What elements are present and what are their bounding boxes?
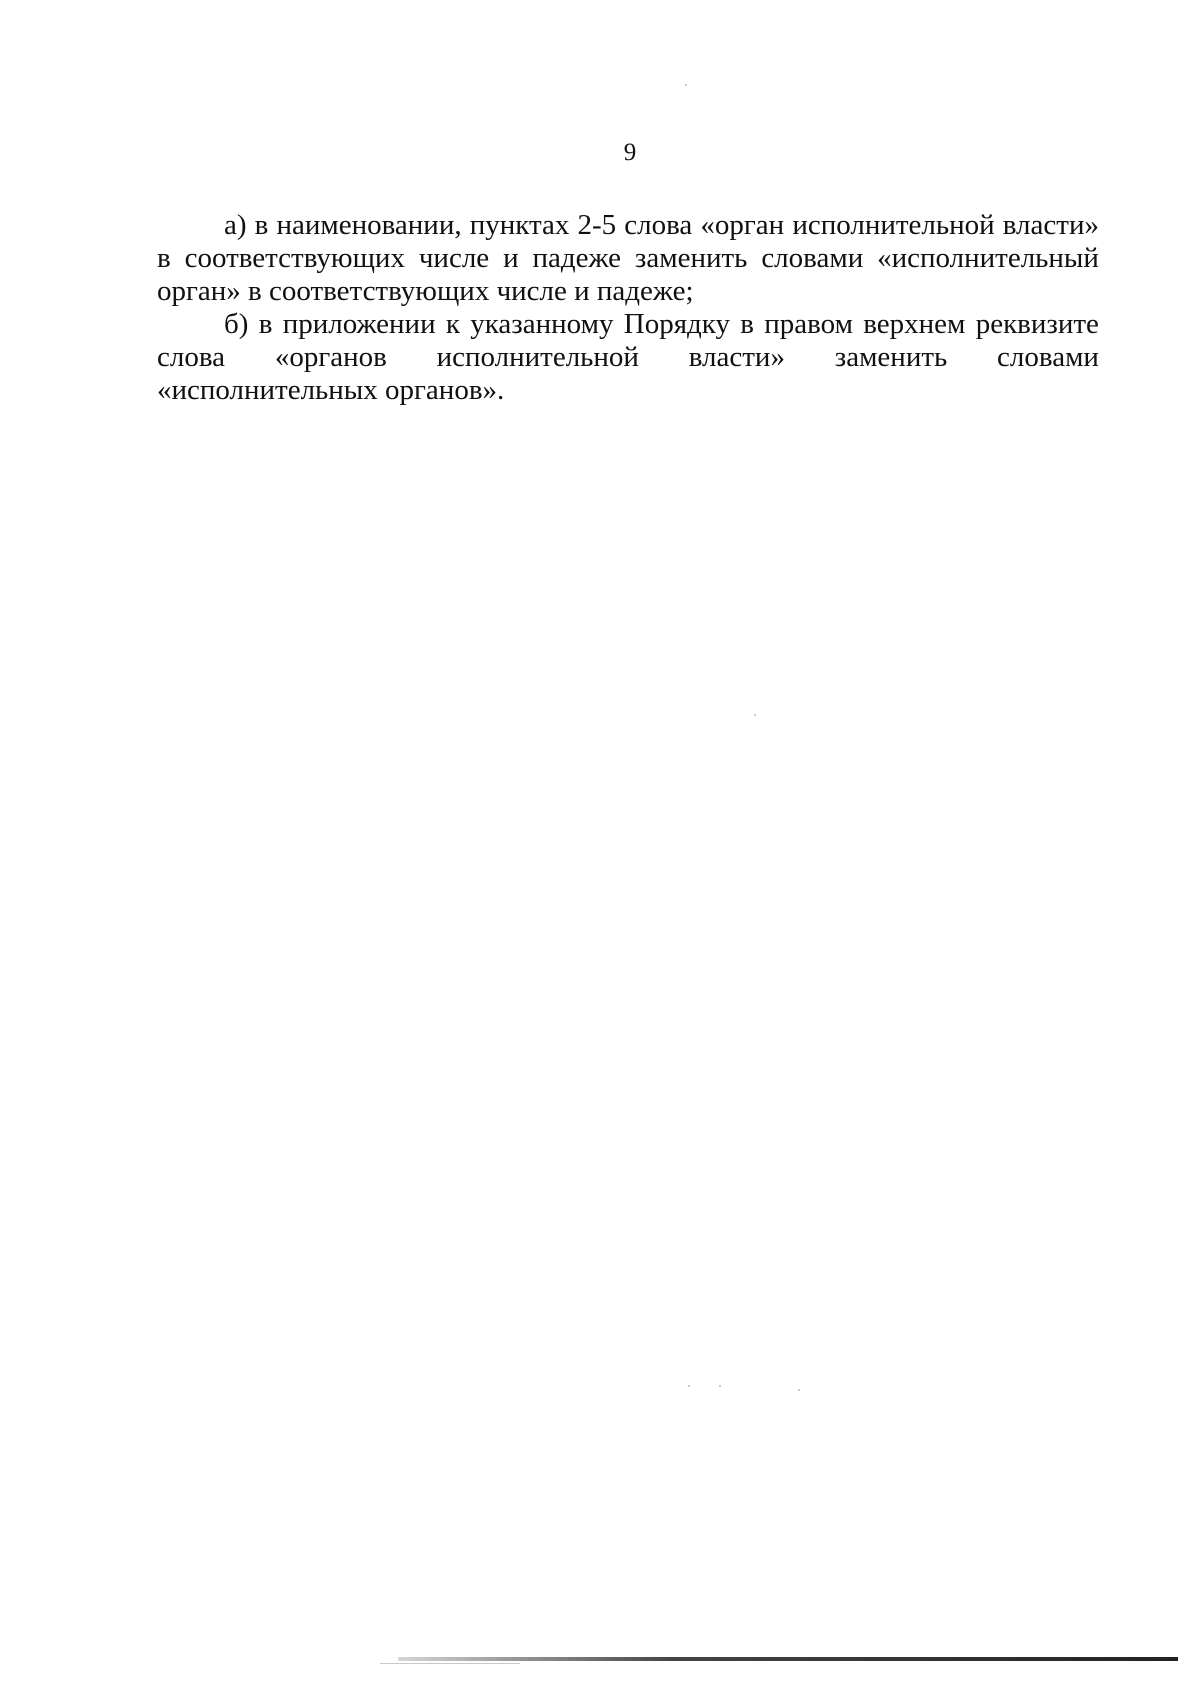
word: исполнительной — [792, 209, 995, 241]
word: б) — [224, 308, 249, 340]
paragraph-b-line-2 — [157, 341, 1099, 374]
paragraph-a-line-3: орган» в соответствующих числе и падеже; — [157, 275, 694, 307]
word: исполнительной — [436, 341, 639, 373]
word: власти» — [1002, 209, 1099, 241]
word: верхнем — [863, 308, 966, 340]
word: в — [157, 242, 171, 274]
word: числе — [418, 242, 490, 274]
word: в — [258, 308, 273, 340]
document-body — [157, 209, 1099, 407]
word: и — [503, 242, 519, 274]
scan-speck — [798, 1389, 800, 1391]
word: пунктах — [469, 209, 570, 241]
paragraph-b-line-3: «исполнительных органов». — [157, 374, 505, 406]
word: слова — [624, 209, 693, 241]
word: «исполнительный — [877, 242, 1099, 274]
scan-speck — [754, 714, 756, 716]
word: слова — [157, 341, 226, 373]
paragraph-b-line-1 — [157, 308, 1099, 341]
page-number: 9 — [623, 139, 637, 166]
word: заменить — [634, 242, 748, 274]
paragraph-a-line-2 — [157, 242, 1099, 275]
word: 2-5 — [577, 209, 617, 241]
bottom-rule — [398, 1657, 1178, 1661]
word: власти» — [688, 341, 785, 373]
word: правом — [764, 308, 853, 340]
word: падеже — [532, 242, 622, 274]
bottom-rule-thin — [380, 1663, 520, 1664]
scan-speck — [685, 84, 687, 86]
word: заменить — [834, 341, 948, 373]
scan-speck — [719, 1385, 721, 1387]
word: в — [740, 308, 754, 340]
word: в — [254, 209, 269, 241]
word: приложении — [282, 308, 436, 340]
scan-speck — [688, 1385, 690, 1387]
word: «орган — [700, 209, 785, 241]
word: реквизите — [975, 308, 1099, 340]
word: Порядку — [623, 308, 730, 340]
word: наименовании, — [276, 209, 462, 241]
word: «органов — [274, 341, 387, 373]
word: соответствующих — [184, 242, 405, 274]
word: указанному — [470, 308, 614, 340]
paragraph-a-line-1 — [157, 209, 1099, 242]
word: словами — [761, 242, 864, 274]
word: а) — [224, 209, 247, 241]
word: словами — [997, 341, 1099, 373]
word: к — [445, 308, 460, 340]
